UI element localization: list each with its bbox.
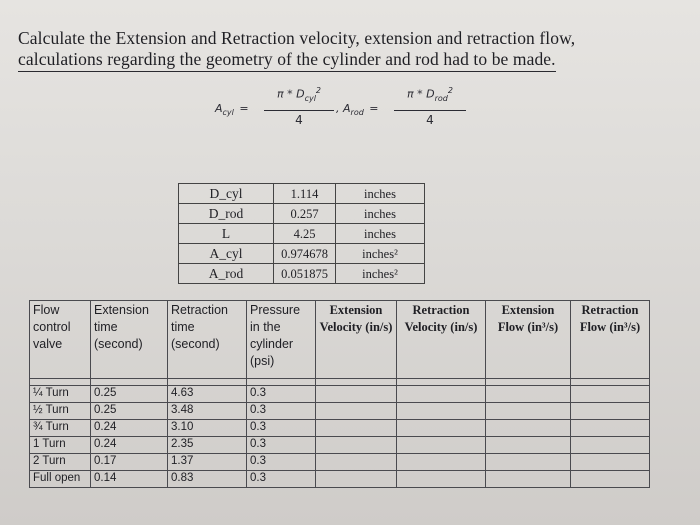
flow-data-row <box>30 403 650 420</box>
area-formulas <box>212 84 482 134</box>
flow-header-cell: Extension Velocity (in/s) <box>316 301 397 379</box>
flow-psi-cell[interactable]: 0.3 <box>247 420 316 437</box>
flow-answer-cell[interactable] <box>486 420 571 437</box>
problem-statement <box>18 28 678 72</box>
flow-answer-cell[interactable] <box>571 437 650 454</box>
geometry-name-cell: D_cyl <box>179 184 274 204</box>
spacer-cell <box>316 379 397 386</box>
flow-data-row <box>30 454 650 471</box>
flow-ret-cell[interactable]: 3.48 <box>168 403 247 420</box>
flow-psi-cell[interactable]: 0.3 <box>247 386 316 403</box>
flow-answer-cell[interactable] <box>571 471 650 488</box>
flow-answer-cell[interactable] <box>486 437 571 454</box>
flow-answer-cell[interactable] <box>486 386 571 403</box>
problem-line-1: Calculate the Extension and Retraction velocity, extension and retraction flow, <box>18 28 576 48</box>
flow-psi-cell[interactable]: 0.3 <box>247 471 316 488</box>
flow-data-row <box>30 471 650 488</box>
spacer-cell <box>168 379 247 386</box>
flow-header-cell: Flow control valve <box>30 301 91 379</box>
geometry-value-cell: 1.114 <box>274 184 336 204</box>
flow-answer-cell[interactable] <box>397 437 486 454</box>
geometry-row <box>179 224 425 244</box>
flow-answer-cell[interactable] <box>486 403 571 420</box>
flow-table <box>29 300 650 488</box>
spacer-cell <box>571 379 650 386</box>
flow-ext-cell[interactable]: 0.25 <box>91 403 168 420</box>
flow-psi-cell[interactable]: 0.3 <box>247 403 316 420</box>
a-rod-denominator: 4 <box>426 113 434 127</box>
geometry-name-cell: A_rod <box>179 264 274 284</box>
flow-header-cell: Retraction Flow (in³/s) <box>571 301 650 379</box>
a-rod-symbol: , $A_{rod}$ = <box>336 102 379 118</box>
flow-psi-cell[interactable]: 0.3 <box>247 454 316 471</box>
geometry-value-cell: 0.257 <box>274 204 336 224</box>
geometry-unit-cell: inches <box>336 224 425 244</box>
flow-answer-cell[interactable] <box>397 403 486 420</box>
flow-answer-cell[interactable] <box>397 471 486 488</box>
flow-answer-cell[interactable] <box>397 454 486 471</box>
spacer-cell <box>397 379 486 386</box>
geometry-unit-cell: inches <box>336 204 425 224</box>
flow-data-row <box>30 437 650 454</box>
flow-answer-cell[interactable] <box>316 386 397 403</box>
flow-ext-cell[interactable]: 0.17 <box>91 454 168 471</box>
geometry-row <box>179 264 425 284</box>
flow-spacer-row <box>30 379 650 386</box>
flow-ret-cell[interactable]: 4.63 <box>168 386 247 403</box>
geometry-unit-cell: inches² <box>336 244 425 264</box>
a-rod-fraction-bar <box>394 110 466 111</box>
flow-ret-cell[interactable]: 0.83 <box>168 471 247 488</box>
a-cyl-fraction-bar <box>264 110 334 111</box>
a-cyl-symbol: $A_{cyl}$ = <box>215 102 249 118</box>
flow-answer-cell[interactable] <box>571 403 650 420</box>
flow-ext-cell[interactable]: 0.25 <box>91 386 168 403</box>
flow-header-cell: Retraction Velocity (in/s) <box>397 301 486 379</box>
flow-valve-cell[interactable]: ¼ Turn <box>30 386 91 403</box>
geometry-name-cell: L <box>179 224 274 244</box>
geometry-unit-cell: inches <box>336 184 425 204</box>
geometry-value-cell: 4.25 <box>274 224 336 244</box>
flow-answer-cell[interactable] <box>316 437 397 454</box>
flow-answer-cell[interactable] <box>316 403 397 420</box>
geometry-table <box>178 183 425 284</box>
geometry-value-cell: 0.051875 <box>274 264 336 284</box>
flow-answer-cell[interactable] <box>316 454 397 471</box>
flow-answer-cell[interactable] <box>397 420 486 437</box>
flow-psi-cell[interactable]: 0.3 <box>247 437 316 454</box>
spacer-cell <box>30 379 91 386</box>
flow-answer-cell[interactable] <box>571 420 650 437</box>
flow-ret-cell[interactable]: 3.10 <box>168 420 247 437</box>
flow-data-row <box>30 386 650 403</box>
flow-header-cell: Retraction time (second) <box>168 301 247 379</box>
a-rod-numerator: π * $D_{rod}^2$ <box>407 86 453 103</box>
flow-data-row <box>30 420 650 437</box>
geometry-name-cell: D_rod <box>179 204 274 224</box>
flow-valve-cell[interactable]: Full open <box>30 471 91 488</box>
flow-ext-cell[interactable]: 0.14 <box>91 471 168 488</box>
flow-ext-cell[interactable]: 0.24 <box>91 437 168 454</box>
flow-answer-cell[interactable] <box>316 471 397 488</box>
flow-answer-cell[interactable] <box>571 454 650 471</box>
flow-header-row <box>30 301 650 379</box>
geometry-row <box>179 244 425 264</box>
flow-header-cell: Extension time (second) <box>91 301 168 379</box>
flow-valve-cell[interactable]: ½ Turn <box>30 403 91 420</box>
geometry-value-cell: 0.974678 <box>274 244 336 264</box>
flow-header-cell: Extension Flow (in³/s) <box>486 301 571 379</box>
flow-answer-cell[interactable] <box>397 386 486 403</box>
flow-answer-cell[interactable] <box>571 386 650 403</box>
a-cyl-numerator: π * $D_{cyl}^2$ <box>276 86 322 103</box>
spacer-cell <box>247 379 316 386</box>
flow-ret-cell[interactable]: 2.35 <box>168 437 247 454</box>
a-cyl-denominator: 4 <box>295 113 303 127</box>
flow-ext-cell[interactable]: 0.24 <box>91 420 168 437</box>
geometry-row <box>179 204 425 224</box>
spacer-cell <box>486 379 571 386</box>
flow-header-cell: Pressure in the cylinder (psi) <box>247 301 316 379</box>
flow-ret-cell[interactable]: 1.37 <box>168 454 247 471</box>
geometry-name-cell: A_cyl <box>179 244 274 264</box>
flow-valve-cell[interactable]: 1 Turn <box>30 437 91 454</box>
spacer-cell <box>91 379 168 386</box>
flow-answer-cell[interactable] <box>486 471 571 488</box>
geometry-unit-cell: inches² <box>336 264 425 284</box>
flow-answer-cell[interactable] <box>486 454 571 471</box>
flow-valve-cell[interactable]: 2 Turn <box>30 454 91 471</box>
problem-line-2: calculations regarding the geometry of the cylinder and rod had to be made. <box>18 49 556 72</box>
geometry-row <box>179 184 425 204</box>
flow-answer-cell[interactable] <box>316 420 397 437</box>
flow-valve-cell[interactable]: ¾ Turn <box>30 420 91 437</box>
